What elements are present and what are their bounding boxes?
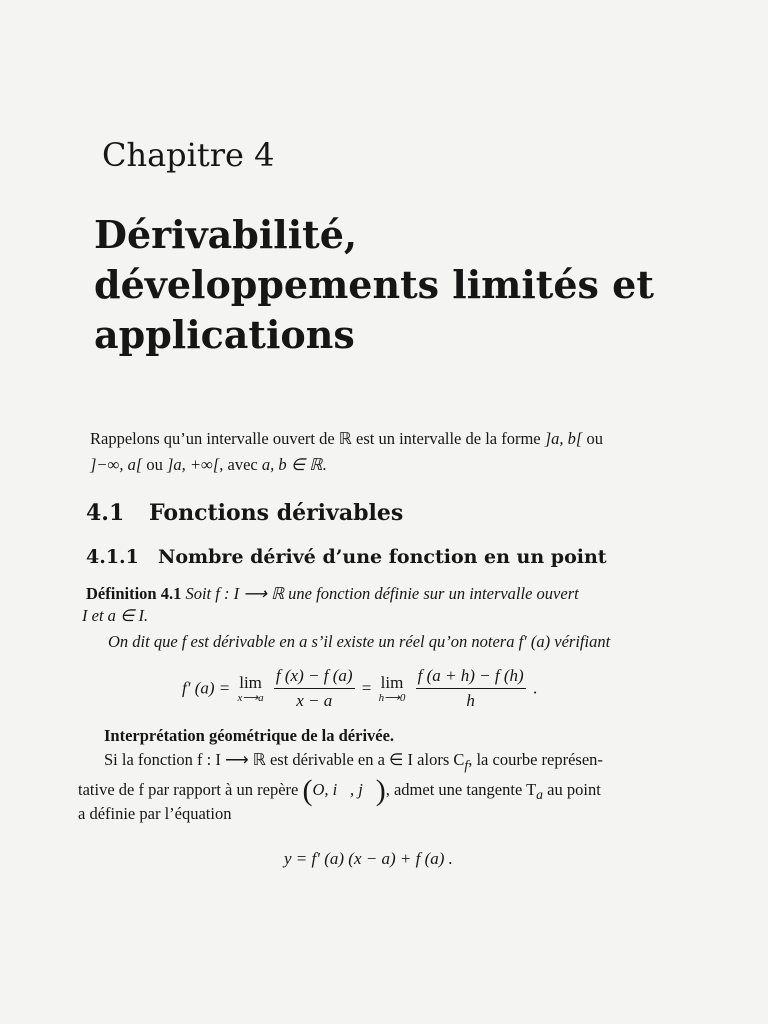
fraction-1: $\frac{f (x) - f (a)}{x - a}$ [275, 666, 353, 710]
interpretation-line-3: a définie par l’équation [78, 804, 232, 823]
interpretation-line-2: tative de f par rapport à un repère (O, i⃗, j⃗), admet une tangente $T_a$ au point [78, 774, 601, 807]
subsection-number: 4.1.1 [86, 546, 139, 568]
definition-label: Définition 4.1 [86, 584, 182, 603]
definition-line-1: Définition 4.1 Soit f : I ⟶ ℝ une fonction définie sur un intervalle ouvert [86, 584, 579, 603]
definition-line-2: I et a ∈ I. [82, 606, 149, 625]
section-number: 4.1 [86, 500, 125, 526]
subsection-heading [86, 546, 607, 568]
derivative-formula: f′ (a) = lim x⟶a $\frac{f (x) - f (a)}{x - a}$ = lim h⟶0 $\frac{f (a + h) - f (h)}{h}$ . [182, 666, 538, 710]
chapter-title-line-3: applications [94, 312, 355, 357]
tangent-equation: y = f′ (a) (x − a) + f (a) . [284, 849, 453, 868]
chapter-title-line-2: développements limités et [94, 262, 654, 307]
interpretation-line-1: Si la fonction f : I ⟶ ℝ est dérivable en a ∈ I alors $C_f$, la courbe représen- [104, 750, 603, 773]
fraction-2: $\frac{f (a + h) - f (h)}{h}$ [417, 666, 524, 710]
chapter-label: Chapitre 4 [102, 136, 275, 174]
chapter-title-line-1: Dérivabilité, [94, 212, 358, 257]
section-title: Fonctions dérivables [149, 500, 404, 526]
intro-line-1: Rappelons qu’un intervalle ouvert de ℝ est un intervalle de la forme ]a, b[ ou [90, 429, 603, 448]
chapter-title [94, 210, 654, 360]
limit-x-to-a: lim x⟶a [237, 673, 264, 704]
subsection-title: Nombre dérivé d’une fonction en un point [158, 546, 607, 568]
section-heading [86, 500, 403, 526]
repere-notation: O, i⃗, j⃗ [312, 779, 376, 799]
formula-lhs: f′ (a) = [182, 678, 231, 698]
definition-line-3: On dit que f est dérivable en a s’il existe un réel qu’on notera f′ (a) vérifiant [108, 632, 611, 651]
limit-h-to-0: lim h⟶0 [378, 673, 406, 704]
interpretation-heading: Interprétation géométrique de la dérivée. [104, 726, 395, 745]
intro-line-2: ]−∞, a[ ou ]a, +∞[, avec a, b ∈ ℝ. [90, 455, 327, 474]
